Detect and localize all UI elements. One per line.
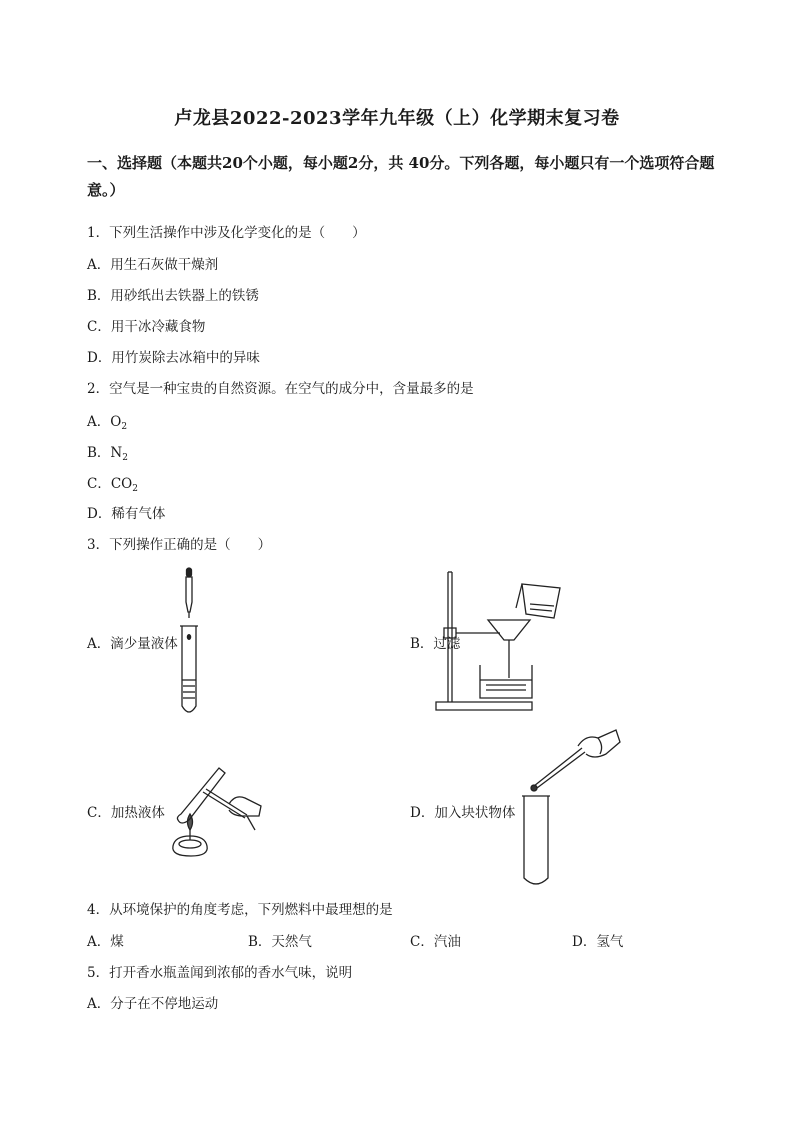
q3-stem: 3．下列操作正确的是（ ） (87, 537, 272, 553)
q3-option-b: B．过滤 (410, 636, 461, 652)
q5-stem: 5．打开香水瓶盖闻到浓郁的香水气味，说明 (87, 965, 353, 981)
q4-option-b: B．天然气 (248, 934, 312, 950)
q3-option-c: C．加热液体 (87, 805, 165, 821)
q2-stem: 2．空气是一种宝贵的自然资源。在空气的成分中，含量最多的是 (87, 381, 474, 397)
q4-option-d: D．氢气 (572, 934, 624, 950)
heating-figure (163, 760, 267, 860)
q2-option-c-subscript: 2 (132, 484, 138, 494)
q2-option-b (87, 441, 128, 463)
q1-option-b: B．用砂纸出去铁器上的铁锈 (87, 288, 259, 304)
tweezers-figure (512, 728, 632, 890)
q4-stem: 4．从环境保护的角度考虑，下列燃料中最理想的是 (87, 902, 393, 918)
q2-option-a (87, 410, 127, 432)
q2-option-a-subscript: 2 (121, 422, 128, 432)
exam-title: 卢龙县2022-2023学年九年级（上）化学期末复习卷 (174, 108, 620, 129)
q5-option-a: A．分子在不停地运动 (87, 996, 219, 1012)
q2-option-b-subscript: 2 (122, 453, 128, 463)
q1-option-d: D．用竹炭除去冰箱中的异味 (87, 350, 260, 366)
q2-option-b-text: B．N (87, 445, 123, 461)
q2-option-a-text: A．O (87, 414, 122, 430)
q3-option-a: A．滴少量液体 (87, 636, 178, 652)
dropper-figure (178, 566, 212, 718)
section-heading: 一、选择题（本题共20个小题，每小题2分，共 40分。下列各题，每小题只有一个选项符合题意。） (87, 154, 715, 199)
q2-option-c (87, 472, 138, 494)
q3-option-d: D．加入块状物体 (410, 805, 516, 821)
q4-option-c: C．汽油 (410, 934, 461, 950)
q2-option-d: D．稀有气体 (87, 506, 166, 522)
q4-option-a: A．煤 (87, 934, 124, 950)
q1-option-c: C．用干冰冷藏食物 (87, 319, 206, 335)
q1-option-a: A．用生石灰做干燥剂 (87, 257, 219, 273)
q1-stem: 1．下列生活操作中涉及化学变化的是（ ） (87, 225, 366, 241)
q2-option-c-text: C．CO (87, 476, 133, 492)
